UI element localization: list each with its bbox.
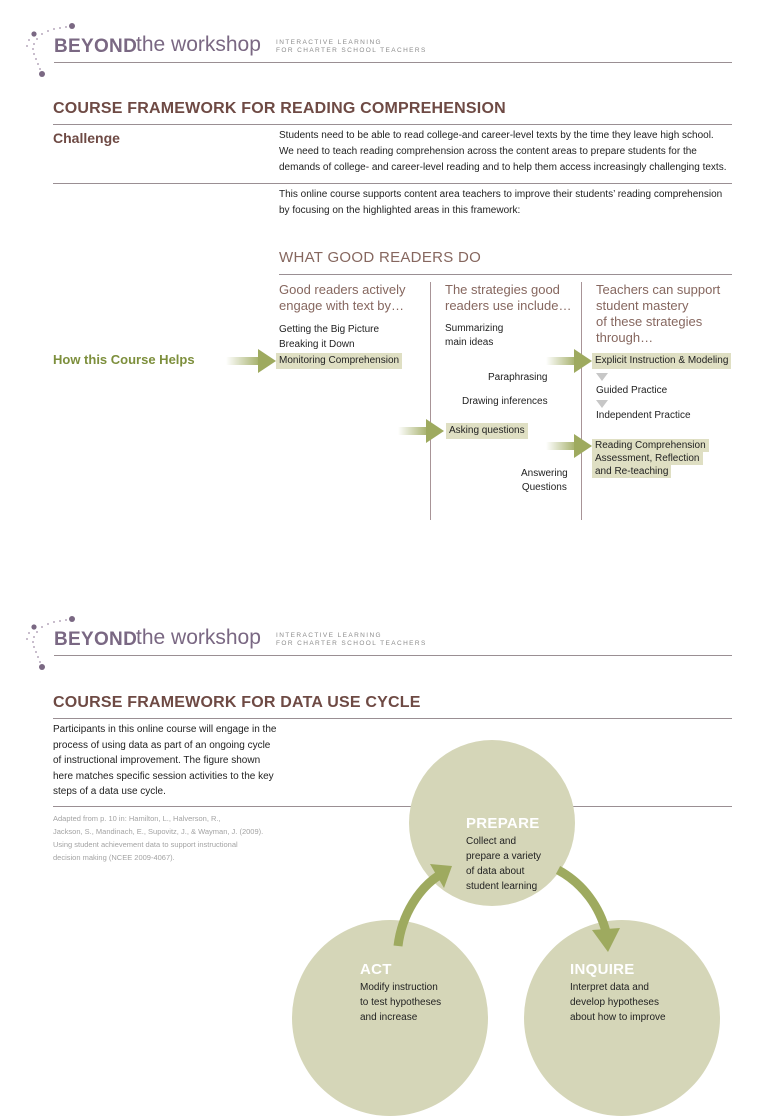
col3-item-highlighted: Explicit Instruction & Modeling bbox=[592, 353, 731, 369]
brand-beyond: BEYOND bbox=[54, 629, 138, 650]
brand-beyond: BEYOND bbox=[54, 36, 138, 57]
brand-logo-bottom bbox=[22, 615, 762, 675]
datause-title: COURSE FRAMEWORK FOR DATA USE CYCLE bbox=[53, 694, 421, 711]
datause-title-rule bbox=[53, 718, 732, 719]
reading-title-rule bbox=[53, 124, 732, 125]
triangle-down-icon bbox=[596, 373, 608, 381]
helps-label: How this Course Helps bbox=[53, 352, 195, 367]
brand-tagline: INTERACTIVE LEARNING FOR CHARTER SCHOOL TEACHERS bbox=[276, 632, 427, 647]
column-divider-1 bbox=[430, 282, 431, 520]
col1-item: Breaking it Down bbox=[279, 339, 355, 350]
col1-item-highlighted: Monitoring Comprehension bbox=[276, 353, 402, 369]
cycle-arrow-icon bbox=[556, 864, 626, 956]
header-divider bbox=[54, 62, 732, 63]
reading-title: COURSE FRAMEWORK FOR READING COMPREHENSION bbox=[53, 100, 506, 117]
triangle-down-icon bbox=[596, 400, 608, 408]
col3-item-highlighted-block: Reading Comprehension Assessment, Reflection and Re-teaching bbox=[592, 439, 709, 479]
intro-text: This online course supports content area teachers to improve their students’ reading comprehension by focusing on the highlighted areas in this framework: bbox=[279, 189, 723, 216]
brand-logo-top bbox=[22, 22, 762, 82]
brand-workshop: the workshop bbox=[136, 626, 261, 649]
cycle-arrow-icon bbox=[390, 858, 460, 948]
act-text: Modify instruction to test hypotheses and increase bbox=[360, 982, 442, 1023]
brand-tagline: INTERACTIVE LEARNING FOR CHARTER SCHOOL TEACHERS bbox=[276, 39, 427, 54]
column-divider-2 bbox=[581, 282, 582, 520]
arrow-right-icon bbox=[546, 347, 592, 375]
framework-title: WHAT GOOD READERS DO bbox=[279, 249, 482, 266]
challenge-label: Challenge bbox=[53, 130, 120, 146]
datause-intro: Participants in this online course will engage in the process of using data as part of an ongoing cycle of instructional improvement. The figure shown here matches specific session activities to the key steps of a data use cycle. bbox=[53, 724, 277, 797]
col2-item: Drawing inferences bbox=[462, 396, 548, 407]
col2-heading: The strategies good readers use include… bbox=[445, 282, 572, 313]
datause-intro-rule bbox=[53, 806, 732, 807]
inquire-text: Interpret data and develop hypotheses about how to improve bbox=[570, 982, 666, 1023]
col3-heading: Teachers can support student mastery of these strategies through… bbox=[596, 282, 721, 345]
col1-heading: Good readers actively engage with text by… bbox=[279, 282, 406, 313]
challenge-text: Students need to be able to read college-and career-level texts by the time they leave high school. We need to teach reading comprehension across the content areas to prepare students for the demands of college- and career-level reading and to help them access increasingly challenging texts. bbox=[279, 130, 727, 173]
brand-workshop: the workshop bbox=[136, 33, 261, 56]
col3-item: Guided Practice bbox=[596, 385, 668, 396]
arrow-right-icon bbox=[546, 432, 592, 460]
col2-item-highlighted: Asking questions bbox=[446, 423, 528, 439]
prepare-text: Collect and prepare a variety of data about student learning bbox=[466, 836, 542, 892]
citation: Adapted from p. 10 in: Hamilton, L., Halverson, R., Jackson, S., Mandinach, E., Supovitz, J., & Wayman, J. (2009). Using student achievement data to support instructional decision making (NCEE 2009-4067). bbox=[53, 814, 264, 862]
arrow-right-icon bbox=[226, 347, 276, 375]
col2-item: Answering Questions bbox=[521, 468, 568, 493]
col3-item: Independent Practice bbox=[596, 410, 691, 421]
col2-item: Paraphrasing bbox=[488, 372, 548, 383]
arrow-right-icon bbox=[398, 417, 444, 445]
header-divider bbox=[54, 655, 732, 656]
inquire-title: INQUIRE bbox=[570, 961, 635, 978]
framework-rule bbox=[279, 274, 732, 275]
col1-item: Getting the Big Picture bbox=[279, 324, 380, 335]
col2-item: Summarizing main ideas bbox=[445, 323, 504, 348]
challenge-rule bbox=[53, 183, 732, 184]
prepare-title: PREPARE bbox=[466, 815, 540, 832]
act-title: ACT bbox=[360, 961, 392, 978]
